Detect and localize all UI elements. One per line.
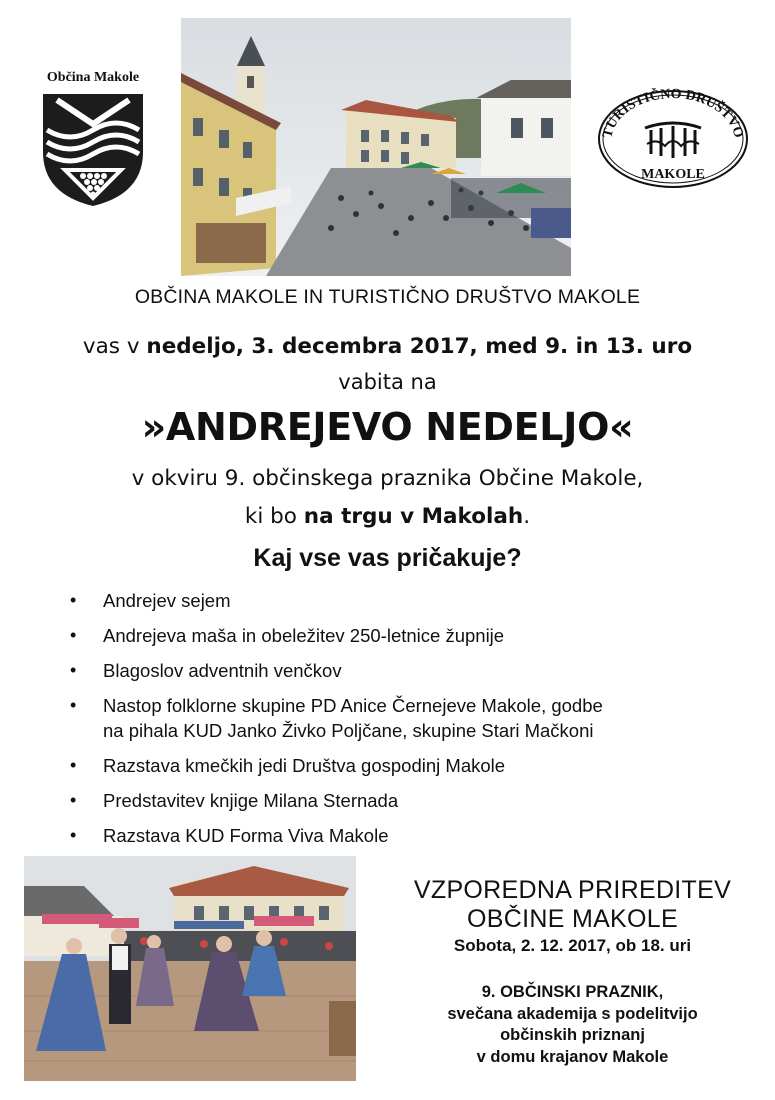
stamp-top-text: TURISTIČNO DRUŠTVO <box>600 88 746 140</box>
program-item-text: Andrejeva maša in obeležitev 250-letnice župnije <box>103 625 505 646</box>
side-event-line2: svečana akademija s podelitvijo <box>447 1004 698 1023</box>
program-item-text: Nastop folklorne skupine PD Anice Černejeve Makole, godbe <box>103 695 603 716</box>
program-item-text-continued: na pihala KUD Janko Živko Poljčane, skupine Stari Mačkoni <box>103 720 594 741</box>
program-list <box>66 588 746 858</box>
event-context-line2 <box>0 504 775 529</box>
list-item <box>66 788 746 813</box>
list-item <box>66 588 746 613</box>
invite-line <box>0 334 775 359</box>
stamp-bottom-text: MAKOLE <box>641 167 705 182</box>
program-item-text: Predstavitev knjige Milana Sternada <box>103 790 399 811</box>
tourist-society-stamp <box>595 88 751 190</box>
program-item-text: Razstava KUD Forma Viva Makole <box>103 825 389 846</box>
event-location: na trgu v Makolah <box>303 504 524 529</box>
event-title: »ANDREJEVO NEDELJO« <box>141 405 634 449</box>
program-item-text: Razstava kmečkih jedi Društva gospodinj Makole <box>103 755 506 776</box>
crest-title: Občina Makole <box>46 70 140 85</box>
invite-prefix: vas v <box>82 334 147 359</box>
folk-dance-photo <box>24 856 356 1081</box>
program-heading: Kaj vse vas pričakuje? <box>253 544 522 572</box>
side-event-line3: občinskih priznanj <box>500 1026 645 1044</box>
program-item-text: Andrejev sejem <box>103 590 231 611</box>
list-item <box>66 693 746 743</box>
location-prefix: ki bo <box>244 504 304 529</box>
event-context-line1: v okviru 9. občinskega praznika Občine Makole, <box>131 466 644 491</box>
side-event-line4: v domu krajanov Makole <box>476 1047 669 1066</box>
program-item-text: Blagoslov adventnih venčkov <box>103 660 342 681</box>
shield-icon <box>37 90 149 210</box>
list-item <box>66 658 746 683</box>
list-item <box>66 623 746 648</box>
side-event-block <box>370 876 775 1068</box>
side-event-heading-2: OBČINE MAKOLE <box>467 905 678 933</box>
invite-date: nedeljo, 3. decembra 2017, med 9. in 13. uro <box>146 334 693 359</box>
list-item <box>66 753 746 778</box>
organizers-line: OBČINA MAKOLE IN TURISTIČNO DRUŠTVO MAKOLE <box>134 286 641 308</box>
side-event-line1: 9. OBČINSKI PRAZNIK, <box>481 983 664 1001</box>
location-suffix: . <box>523 504 531 529</box>
invite-verb: vabita na <box>338 370 437 394</box>
side-event-date: Sobota, 2. 12. 2017, ob 18. uri <box>453 936 692 955</box>
list-item <box>66 823 746 848</box>
municipality-coat-of-arms <box>37 70 149 220</box>
market-square-photo <box>181 18 571 276</box>
side-event-heading: VZPOREDNA PRIREDITEV <box>413 876 732 904</box>
vine-icon <box>645 123 701 158</box>
